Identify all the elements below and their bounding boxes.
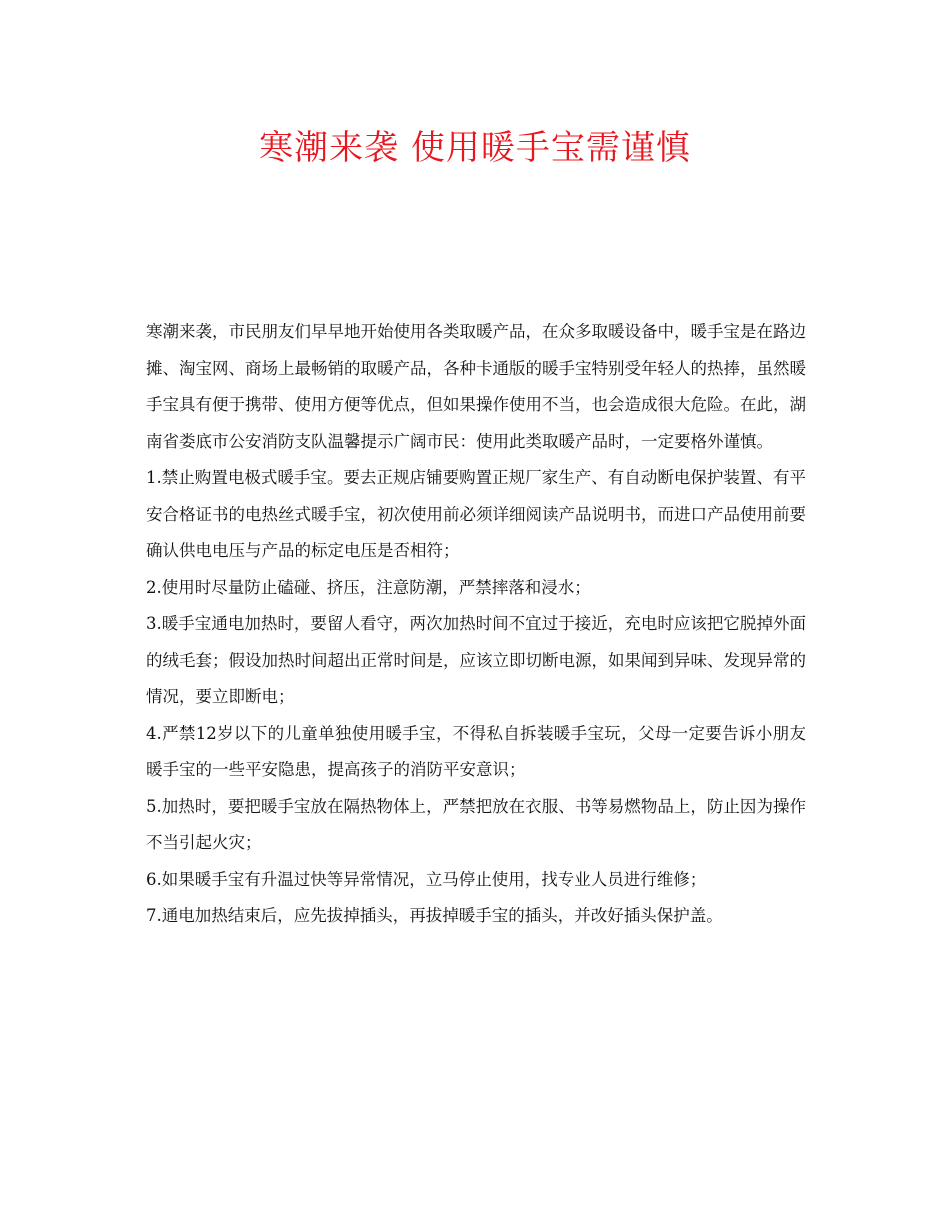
list-item-6: 6.如果暖手宝有升温过快等异常情况，立马停止使用，找专业人员进行维修； bbox=[146, 869, 707, 889]
list-item-5: 5.加热时，要把暖手宝放在隔热物体上，严禁把放在衣服、书等易燃物品上，防止因为操作不当引起火灾； bbox=[146, 796, 806, 852]
list-item-1: 1.禁止购置电极式暖手宝。要去正规店铺要购置正规厂家生产、有自动断电保护装置、有平安合格证书的电热丝式暖手宝，初次使用前必须详细阅读产品说明书，而进口产品使用前要确认供电电压与产品的标定电压是否相符； bbox=[146, 468, 806, 560]
list-item-3: 3.暖手宝通电加热时，要留人看守，两次加热时间不宜过于接近，充电时应该把它脱掉外面的绒毛套；假设加热时间超出正常时间是，应该立即切断电源，如果闻到异味、发现异常的情况，要立即断电； bbox=[146, 614, 806, 706]
intro-paragraph: 寒潮来袭，市民朋友们早早地开始使用各类取暖产品，在众多取暖设备中，暖手宝是在路边摊、淘宝网、商场上最畅销的取暖产品，各种卡通版的暖手宝特别受年轻人的热捧，虽然暖手宝具有便于携带、使用方便等优点，但如果操作使用不当，也会造成很大危险。在此，湖南省娄底市公安消防支队温馨提示广阔市民：使用此类取暖产品时，一定要格外谨慎。 bbox=[146, 322, 806, 451]
list-item-7: 7.通电加热结束后，应先拔掉插头，再拔掉暖手宝的插头，并改好插头保护盖。 bbox=[146, 906, 723, 925]
document-body bbox=[146, 314, 806, 935]
page-title: 寒潮来袭 使用暖手宝需谨慎 bbox=[259, 128, 691, 168]
list-item-2: 2.使用时尽量防止磕碰、挤压，注意防潮，严禁摔落和浸水； bbox=[146, 577, 591, 597]
list-item-4: 4.严禁12岁以下的儿童单独使用暖手宝，不得私自拆装暖手宝玩，父母一定要告诉小朋友暖手宝的一些平安隐患，提高孩子的消防平安意识； bbox=[146, 723, 806, 779]
